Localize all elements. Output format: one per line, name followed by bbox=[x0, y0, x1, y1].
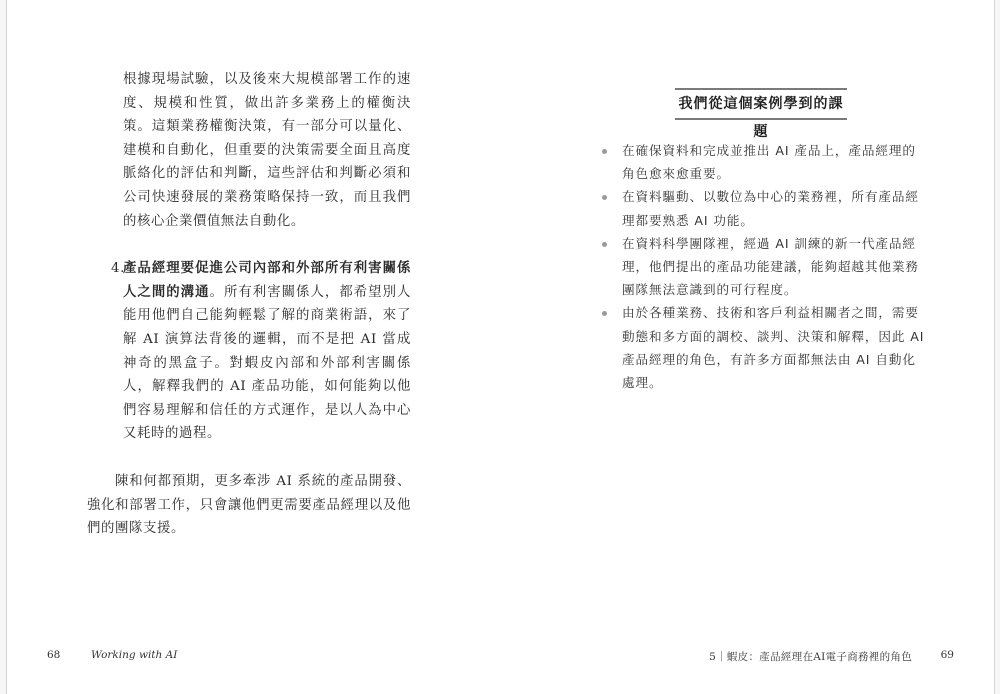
lesson-text: 在確保資料和完成並推出 AI 產品上，產品經理的角色愈來愈重要。 bbox=[622, 143, 916, 182]
lessons-list bbox=[600, 139, 925, 394]
right-page bbox=[500, 0, 994, 694]
closing-paragraph: 陳和何都預期，更多牽涉 AI 系統的產品開發、強化和部署工作，只會讓他們更需要產品經理以及他們的團隊支援。 bbox=[87, 473, 411, 537]
left-page-body bbox=[87, 68, 411, 541]
page-number-right: 69 bbox=[940, 649, 954, 661]
lesson-item bbox=[600, 139, 925, 185]
bullet-icon bbox=[602, 149, 607, 154]
lesson-text: 在資料驅動、以數位為中心的業務裡，所有產品經理都要熟悉 AI 功能。 bbox=[622, 189, 919, 228]
chapter-running-head: 5｜蝦皮：產品經理在AI電子商務裡的角色 bbox=[709, 651, 912, 663]
running-title: Working with AI bbox=[91, 649, 178, 661]
lessons-box-title: 我們從這個案例學到的課題 bbox=[675, 88, 847, 120]
lesson-text: 在資料科學團隊裡，經過 AI 訓練的新一代產品經理，他們提出的產品功能建議，能夠超越其他業務團隊無法意識到的可行程度。 bbox=[622, 235, 919, 298]
lesson-item bbox=[600, 185, 925, 231]
lesson-text: 由於各種業務、技術和客戶利益相關者之間，需要動態和多方面的調校、談判、決策和解釋，因此 AI 產品經理的角色，有許多方面都無法由 AI 自動化處理。 bbox=[622, 305, 925, 391]
item-number: 4. bbox=[111, 261, 125, 277]
paragraph-continued: 根據現場試驗，以及後來大規模部署工作的速度、規模和性質，做出許多業務上的權衡決策。這類業務權衡決策，有一部分可以量化、建模和自動化，但重要的決策需要全面且高度脈絡化的評估和判斷，這些評估和判斷必須和公司快速發展的業務策略保持一致，而且我們的核心企業價值無法自動化。 bbox=[123, 72, 411, 229]
left-page bbox=[7, 0, 500, 694]
lesson-item bbox=[600, 301, 925, 394]
item-text: 。所有利害關係人，都希望別人能用他們自己能夠輕鬆了解的商業術語，來了解 AI 演算法背後的邏輯，而不是把 AI 當成神奇的黑盒子。對蝦皮內部和外部利害關係人，解釋我們的 AI 產品功能，如何能夠以他們容易理解和信任的方式運作，是以人為中心又耗時的過程。 bbox=[123, 284, 411, 442]
book-spread bbox=[6, 0, 995, 694]
page-number-left: 68 bbox=[47, 649, 61, 661]
item-bold-lead: 產品經理要促進公司內部和外部所有利害關係人之間的溝通 bbox=[123, 260, 411, 300]
lesson-item bbox=[600, 232, 925, 302]
bullet-icon bbox=[602, 242, 607, 247]
bullet-icon bbox=[602, 311, 607, 316]
numbered-item-4 bbox=[111, 257, 411, 446]
bullet-icon bbox=[602, 195, 607, 200]
